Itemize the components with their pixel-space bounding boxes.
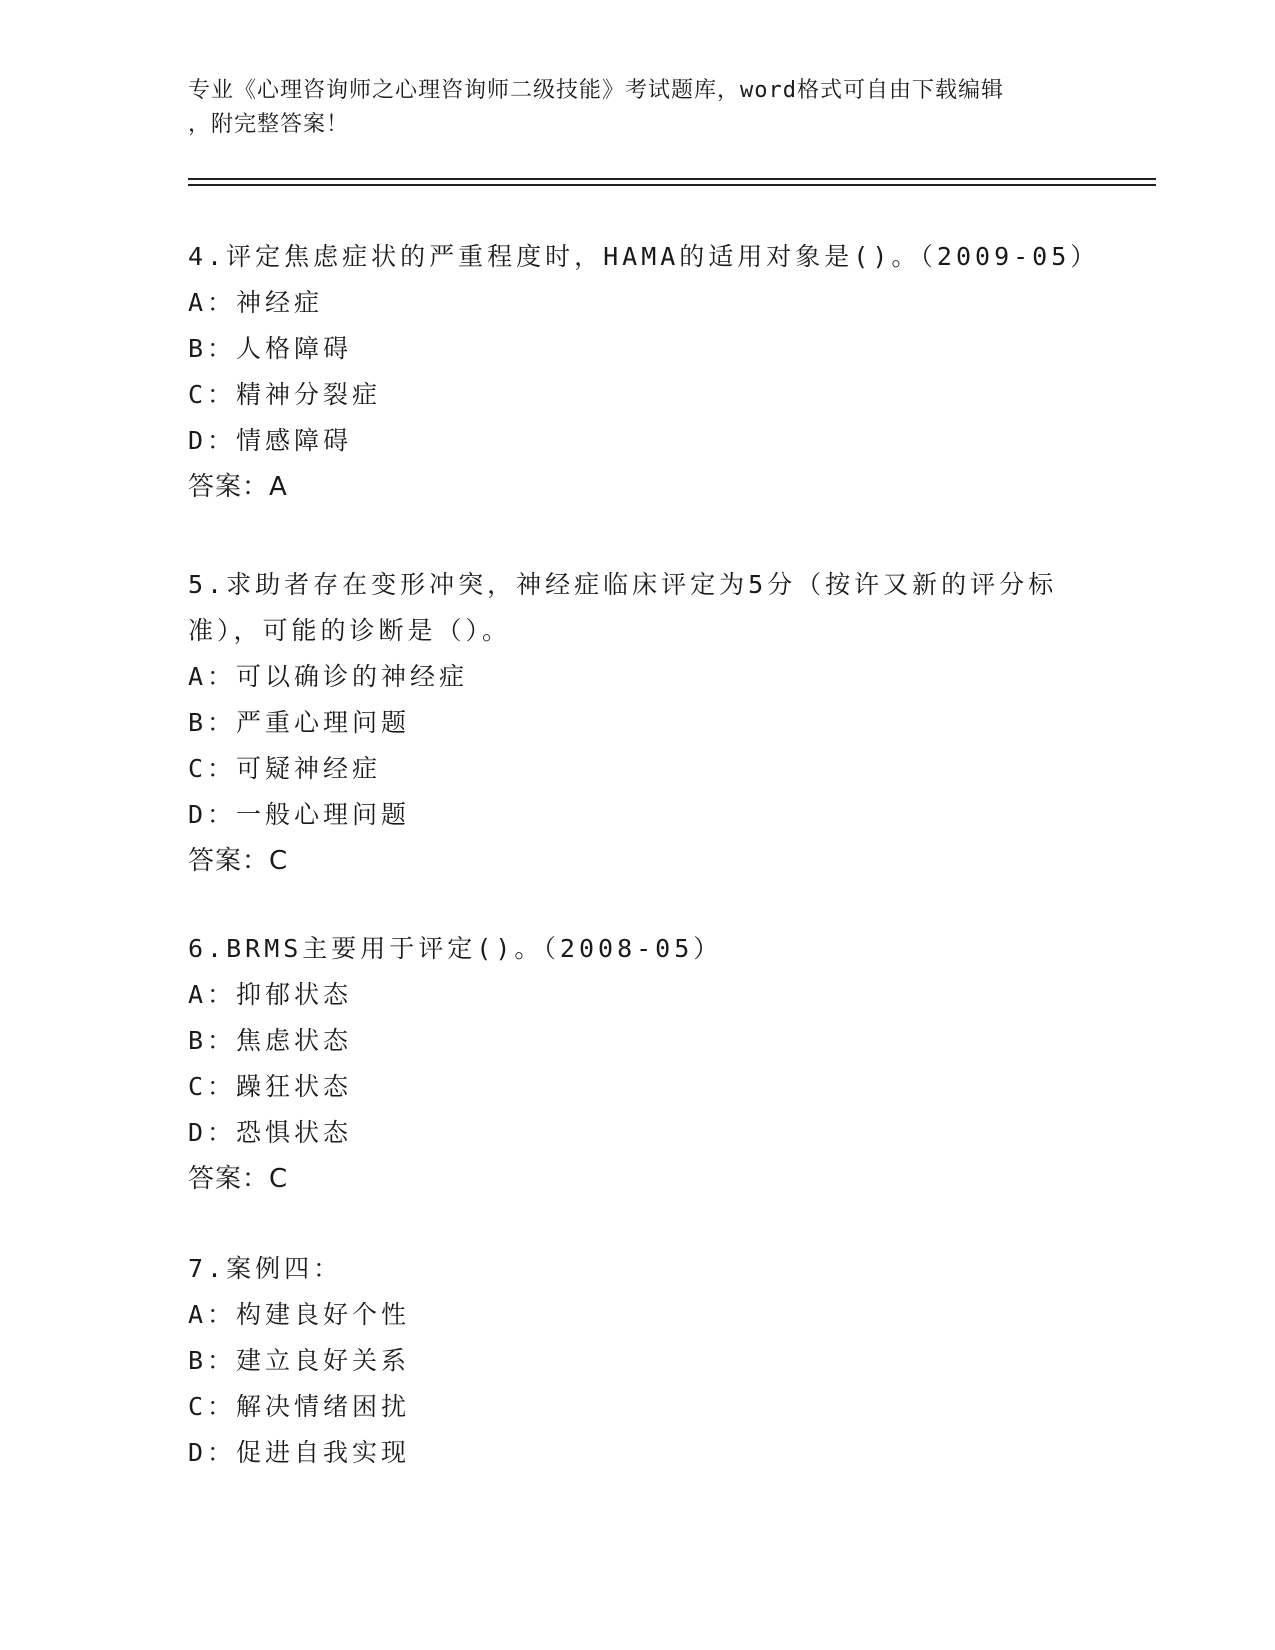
answer: 答案：A xyxy=(188,472,288,502)
option-b: B：焦虑状态 xyxy=(188,1026,353,1055)
option-c: C：精神分裂症 xyxy=(188,380,382,409)
answer: 答案：C xyxy=(188,846,289,876)
header-line-2: ，附完整答案！ xyxy=(188,112,350,137)
question-6 xyxy=(188,926,1088,1202)
option-c: C：可疑神经症 xyxy=(188,754,382,783)
option-a: A：抑郁状态 xyxy=(188,980,353,1009)
answer: 答案：C xyxy=(188,1164,289,1194)
option-a: A：神经症 xyxy=(188,288,324,317)
header-divider-bottom xyxy=(188,184,1156,186)
option-c: C：躁狂状态 xyxy=(188,1072,353,1101)
option-a: A：可以确诊的神经症 xyxy=(188,662,469,691)
option-d: D：一般心理问题 xyxy=(188,800,411,829)
question-5 xyxy=(188,562,1088,884)
question-7 xyxy=(188,1246,1088,1476)
question-title: 7.案例四： xyxy=(188,1254,343,1283)
option-d: D：情感障碍 xyxy=(188,426,353,455)
header-divider-top xyxy=(188,178,1156,180)
option-d: D：恐惧状态 xyxy=(188,1118,353,1147)
option-b: B：人格障碍 xyxy=(188,334,353,363)
option-a: A：构建良好个性 xyxy=(188,1300,411,1329)
question-title: 6.BRMS主要用于评定()。（2008-05） xyxy=(188,934,723,963)
header-line-1: 专业《心理咨询师之心理咨询师二级技能》考试题库，word格式可自由下载编辑 xyxy=(188,78,1004,103)
option-d: D：促进自我实现 xyxy=(188,1438,411,1467)
question-title: 4.评定焦虑症状的严重程度时，HAMA的适用对象是()。（2009-05） xyxy=(188,242,1100,271)
question-title: 5.求助者存在变形冲突，神经症临床评定为5分（按许又新的评分标准），可能的诊断是（）。 xyxy=(188,570,1058,645)
option-b: B：严重心理问题 xyxy=(188,708,411,737)
question-4 xyxy=(188,234,1100,510)
option-b: B：建立良好关系 xyxy=(188,1346,411,1375)
document-header xyxy=(188,74,1068,142)
option-c: C：解决情绪困扰 xyxy=(188,1392,411,1421)
